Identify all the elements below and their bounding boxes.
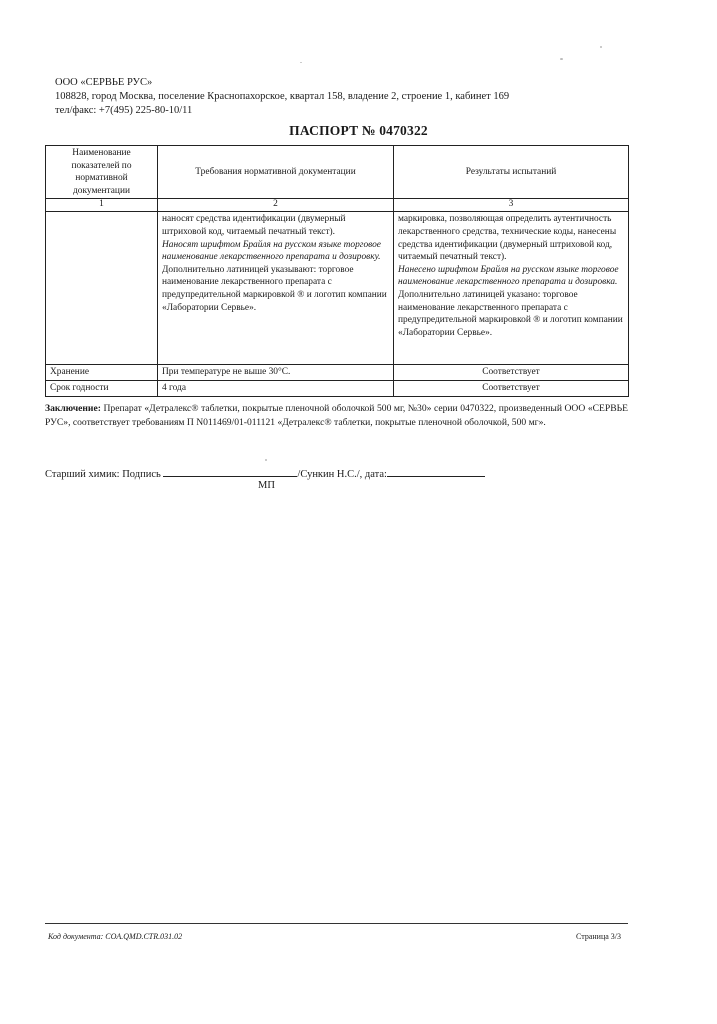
signature-prefix: Старший химик: Подпись: [45, 469, 161, 480]
signature-line: [45, 467, 485, 480]
date-field: [387, 467, 485, 477]
column-number-3: 3: [394, 199, 629, 212]
table-row: [46, 212, 629, 365]
table-header-row: [46, 146, 629, 199]
conclusion-text: Препарат «Детралекс® таблетки, покрытые пленочной оболочкой 500 мг, №30» серии 0470322, произведенный ООО «СЕРВЬЕ РУС», соответствует требованиям П N011469/01-011121 «Детралекс® таблетки, покрытые пленочной оболочкой, 500 мг».: [45, 403, 628, 428]
header-cell-1: Наименование показателей по нормативной документации: [46, 146, 158, 199]
row-result-shelf-life: Соответствует: [394, 380, 629, 396]
table-row: [46, 380, 629, 396]
company-header: [55, 76, 509, 118]
column-number-2: 2: [158, 199, 394, 212]
scan-speck: [300, 62, 302, 63]
conclusion-label: Заключение:: [45, 403, 101, 414]
scan-speck: [265, 459, 267, 461]
body-cell-name: [46, 212, 158, 365]
footer-divider: [45, 923, 628, 924]
row-name-shelf-life: Срок годности: [46, 380, 158, 396]
table-number-row: [46, 199, 629, 212]
document-title: ПАСПОРТ № 0470322: [289, 123, 428, 138]
body-cell-requirements: [158, 212, 394, 365]
result-text-latin: Дополнительно латиницей указано: торговое наименование лекарственного препарата с предупредительной маркировкой ® и логотип компании «Лаборатории Сервье».: [398, 289, 623, 338]
scan-speck: [600, 46, 602, 48]
result-text-1: маркировка, позволяющая определить аутентичность лекарственного средства, технические коды, нанесены средства идентификации (двумерный штриховой код, читаемый печатный текст).: [398, 214, 617, 263]
signature-field: [163, 467, 297, 477]
conclusion: [45, 402, 628, 429]
passport-table: [45, 145, 629, 397]
row-requirement-storage: При температуре не выше 30°С.: [158, 365, 394, 381]
scan-speck: [560, 58, 563, 60]
company-address: 108828, город Москва, поселение Краснопахорское, квартал 158, владение 2, строение 1, кабинет 169: [55, 91, 510, 102]
row-requirement-shelf-life: 4 года: [158, 380, 394, 396]
row-result-storage: Соответствует: [394, 365, 629, 381]
signature-name: /Сункин Н.С./, дата:: [297, 469, 387, 480]
body-cell-results: [394, 212, 629, 365]
stamp-label: МП: [258, 480, 275, 491]
page-number: Страница 3/3: [576, 932, 621, 941]
requirement-text-1: наносят средства идентификации (двумерный штриховой код, читаемый печатный текст).: [162, 214, 346, 237]
document-code: Код документа: COA.QMD.CTR.031.02: [48, 932, 183, 941]
header-cell-3: Результаты испытаний: [394, 146, 629, 199]
header-cell-2: Требования нормативной документации: [158, 146, 394, 199]
row-name-storage: Хранение: [46, 365, 158, 381]
requirement-text-braille: Наносят шрифтом Брайля на русском языке торговое наименование лекарственного препарата и дозировку.: [162, 239, 381, 263]
column-number-1: 1: [46, 199, 158, 212]
result-text-braille: Нанесено шрифтом Брайля на русском языке торговое наименование лекарственного препарата и дозировка.: [398, 264, 619, 288]
company-phone: тел/факс: +7(495) 225-80-10/11: [55, 105, 193, 116]
company-name: ООО «СЕРВЬЕ РУС»: [55, 77, 153, 88]
requirement-text-latin: Дополнительно латиницей указывают: торговое наименование лекарственного препарата с предупредительной маркировкой ® и логотип компании «Лаборатории Сервье».: [162, 264, 387, 313]
table-row: [46, 365, 629, 381]
